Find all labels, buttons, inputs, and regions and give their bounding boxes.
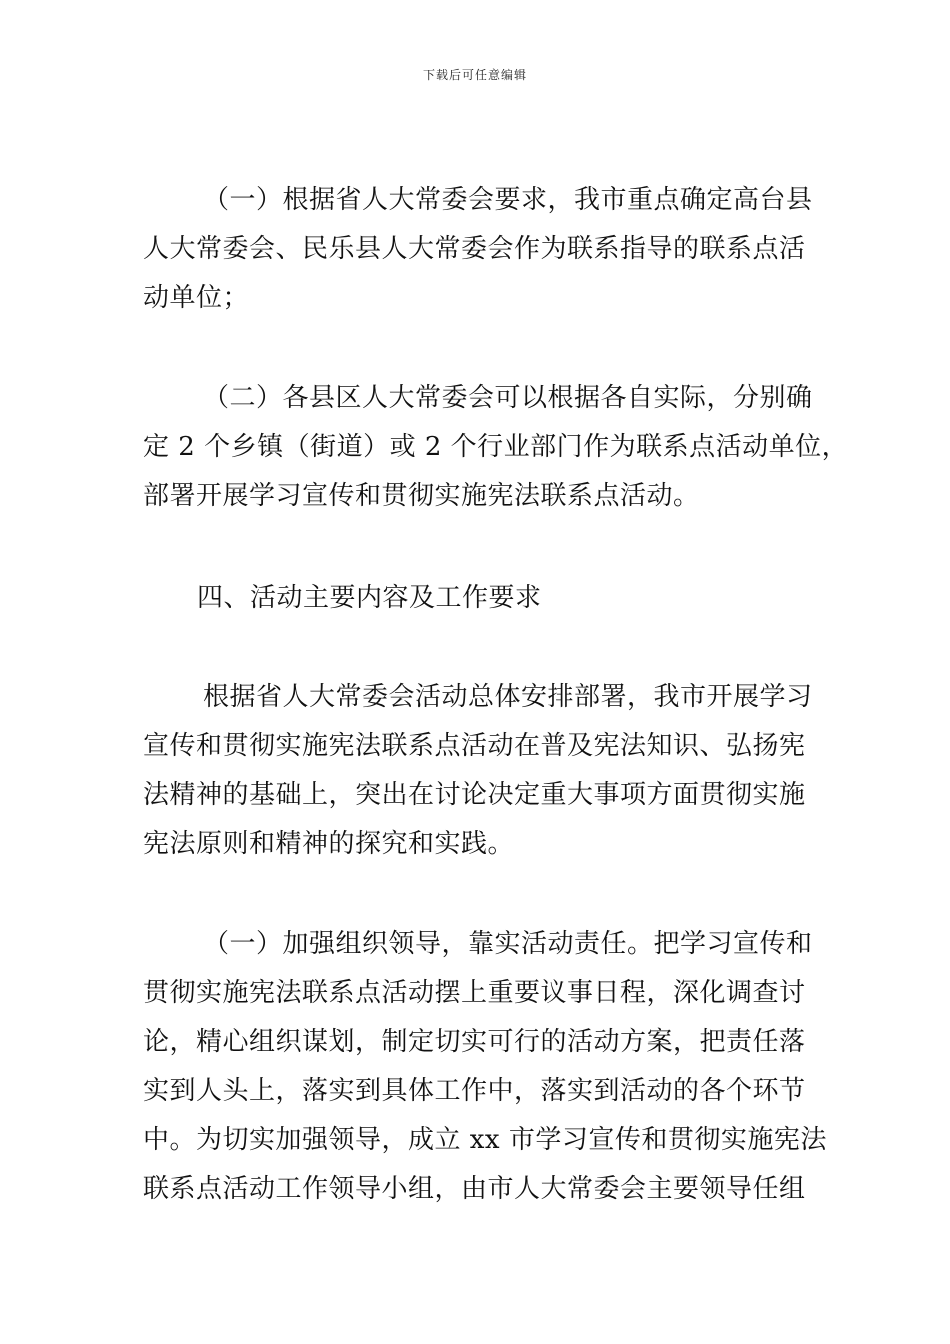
paragraph-line: 定 2 个乡镇（街道）或 2 个行业部门作为联系点活动单位，: [143, 432, 849, 462]
paragraph-line: 动单位；: [143, 283, 250, 313]
paragraph-1: [143, 176, 813, 323]
paragraph-line: 中。为切实加强领导，成立 xx 市学习宣传和贯彻实施宪法: [143, 1125, 827, 1155]
paragraph-line: 宪法原则和精神的探究和实践。: [143, 829, 515, 859]
paragraph-line: 人大常委会、民乐县人大常委会作为联系指导的联系点活: [143, 234, 806, 264]
paragraph-4: [143, 920, 827, 1214]
paragraph-line: 部署开展学习宣传和贯彻实施宪法联系点活动。: [143, 481, 700, 511]
paragraph-3: [143, 673, 813, 869]
header-note: 下载后可任意编辑: [422, 68, 527, 82]
paragraph-line: （一）根据省人大常委会要求，我市重点确定高台县: [203, 185, 813, 215]
paragraph-line: 实到人头上，落实到具体工作中，落实到活动的各个环节: [143, 1076, 806, 1106]
paragraph-line: 法精神的基础上，突出在讨论决定重大事项方面贯彻实施: [143, 780, 806, 810]
paragraph-line: 宣传和贯彻实施宪法联系点活动在普及宪法知识、弘扬宪: [143, 731, 806, 761]
section-heading: 四、活动主要内容及工作要求: [197, 583, 542, 613]
paragraph-2: [143, 374, 849, 521]
paragraph-line: 联系点活动工作领导小组，由市人大常委会主要领导任组: [143, 1174, 806, 1204]
paragraph-line: 论，精心组织谋划，制定切实可行的活动方案，把责任落: [143, 1027, 806, 1057]
paragraph-line: 根据省人大常委会活动总体安排部署，我市开展学习: [203, 682, 813, 712]
paragraph-line: （一）加强组织领导，靠实活动责任。把学习宣传和: [203, 929, 813, 959]
paragraph-line: （二）各县区人大常委会可以根据各自实际，分别确: [203, 383, 813, 413]
paragraph-line: 贯彻实施宪法联系点活动摆上重要议事日程，深化调查讨: [143, 978, 806, 1008]
